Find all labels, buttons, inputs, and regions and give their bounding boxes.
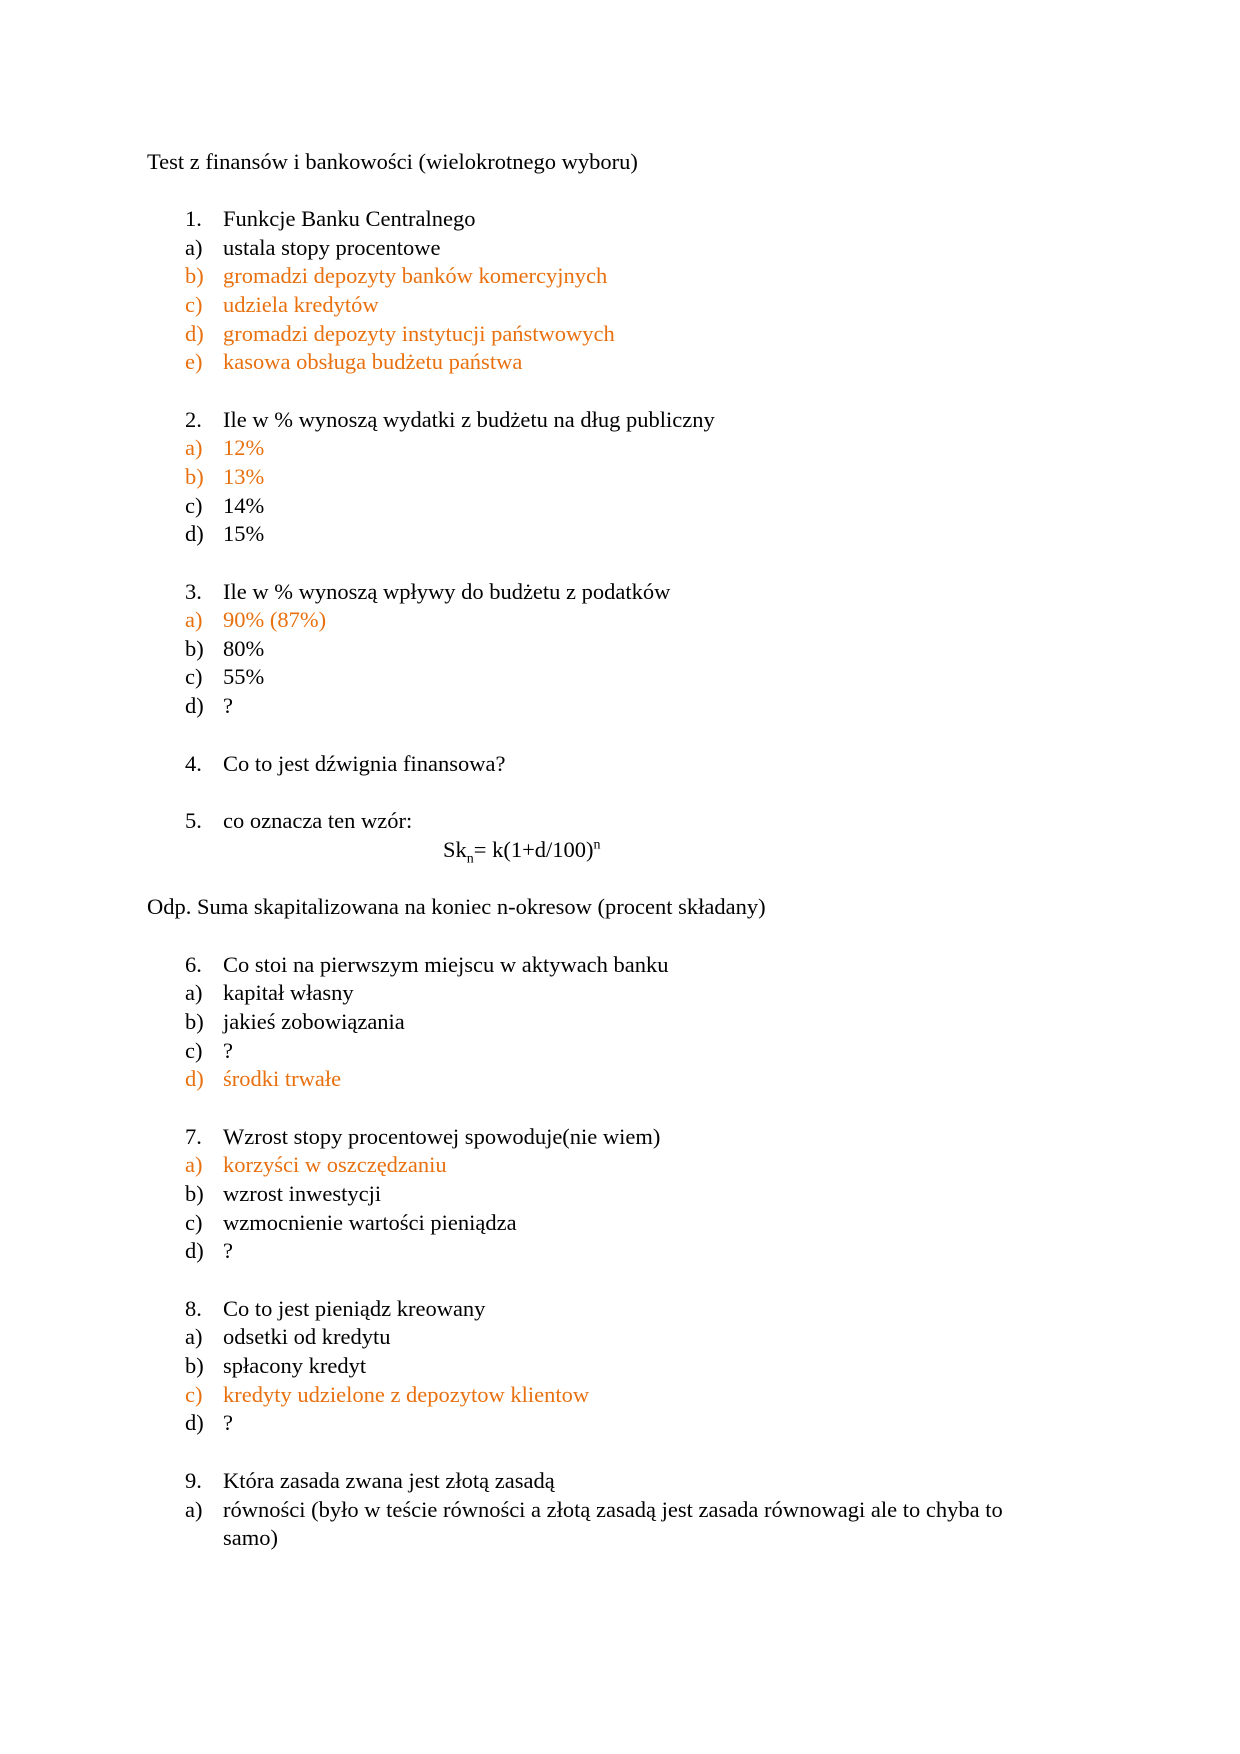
option-label: a) [185,980,203,1005]
option-text: wzrost inwestycji [223,1181,382,1206]
option-text: udziela kredytów [223,292,379,317]
document-title: Test z finansów i bankowości (wielokrotnego wyboru) [147,149,638,174]
option-text: korzyści w oszczędzaniu [223,1152,447,1177]
option-label: c) [185,292,203,317]
option-text: środki trwałe [223,1066,342,1091]
question-number: 4. [185,751,202,776]
option-text: wzmocnienie wartości pieniądza [223,1210,517,1235]
option-label: d) [185,1238,204,1263]
formula-sk: Sk [443,837,467,862]
formula-body: = k(1+d/100) [473,837,594,862]
option-text: 13% [223,464,265,489]
question-text: Która zasada zwana jest złotą zasadą [223,1468,555,1493]
formula-subscript: n [466,851,474,867]
option-label: c) [185,493,203,518]
option-text: spłacony kredyt [223,1353,367,1378]
question-text: co oznacza ten wzór: [223,808,413,833]
question-text: Co to jest dźwignia finansowa? [223,751,506,776]
question-text: Funkcje Banku Centralnego [223,206,476,231]
question-text: Co to jest pieniądz kreowany [223,1296,486,1321]
option-label: a) [185,435,203,460]
option-label: c) [185,664,203,689]
option-label: b) [185,1181,204,1206]
question-number: 5. [185,808,202,833]
option-label: d) [185,1410,204,1435]
option-text: 14% [223,493,265,518]
option-label: c) [185,1382,203,1407]
question-text: Ile w % wynoszą wydatki z budżetu na dług publiczny [223,407,715,432]
option-label: c) [185,1210,203,1235]
option-text: ? [223,1038,233,1063]
option-label: d) [185,1066,204,1091]
option-text: ? [223,1410,233,1435]
option-text: ustala stopy procentowe [223,235,441,260]
option-text: jakieś zobowiązania [223,1009,405,1034]
question-number: 3. [185,579,202,604]
option-text: 55% [223,664,265,689]
question-number: 8. [185,1296,202,1321]
option-label: d) [185,321,204,346]
question-number: 6. [185,952,202,977]
option-label: d) [185,693,204,718]
question-text: Co stoi na pierwszym miejscu w aktywach banku [223,952,669,977]
question-number: 2. [185,407,202,432]
option-label: a) [185,1497,203,1522]
option-text: kasowa obsługa budżetu państwa [223,349,523,374]
option-text: 90% (87%) [223,607,327,632]
formula [443,836,601,867]
question-number: 9. [185,1468,202,1493]
option-label: e) [185,349,203,374]
option-label: a) [185,1152,203,1177]
option-label: c) [185,1038,203,1063]
answer-5: Odp. Suma skapitalizowana na koniec n-okresow (procent składany) [147,894,766,919]
option-text: kredyty udzielone z depozytow klientow [223,1382,590,1407]
option-text: 15% [223,521,265,546]
question-number: 7. [185,1124,202,1149]
option-label: b) [185,1009,204,1034]
option-text: kapitał własny [223,980,354,1005]
option-label: a) [185,607,203,632]
option-text: ? [223,693,233,718]
question-text: Wzrost stopy procentowej spowoduje(nie wiem) [223,1124,661,1149]
option-text: odsetki od kredytu [223,1324,391,1349]
option-label: b) [185,464,204,489]
option-text: równości (było w teście równości a złotą zasadą jest zasada równowagi ale to chyba to [223,1497,1003,1522]
option-text: gromadzi depozyty instytucji państwowych [223,321,615,346]
option-text: ? [223,1238,233,1263]
option-label: d) [185,521,204,546]
question-text: Ile w % wynoszą wpływy do budżetu z podatków [223,579,671,604]
option-text: 12% [223,435,265,460]
option-text: gromadzi depozyty banków komercyjnych [223,263,608,288]
option-label: b) [185,1353,204,1378]
option-label: b) [185,636,204,661]
option-label: a) [185,1324,203,1349]
option-text: 80% [223,636,265,661]
option-text: samo) [223,1525,278,1550]
option-label: b) [185,263,204,288]
option-label: a) [185,235,203,260]
formula-exponent: n [593,837,601,853]
question-number: 1. [185,206,202,231]
